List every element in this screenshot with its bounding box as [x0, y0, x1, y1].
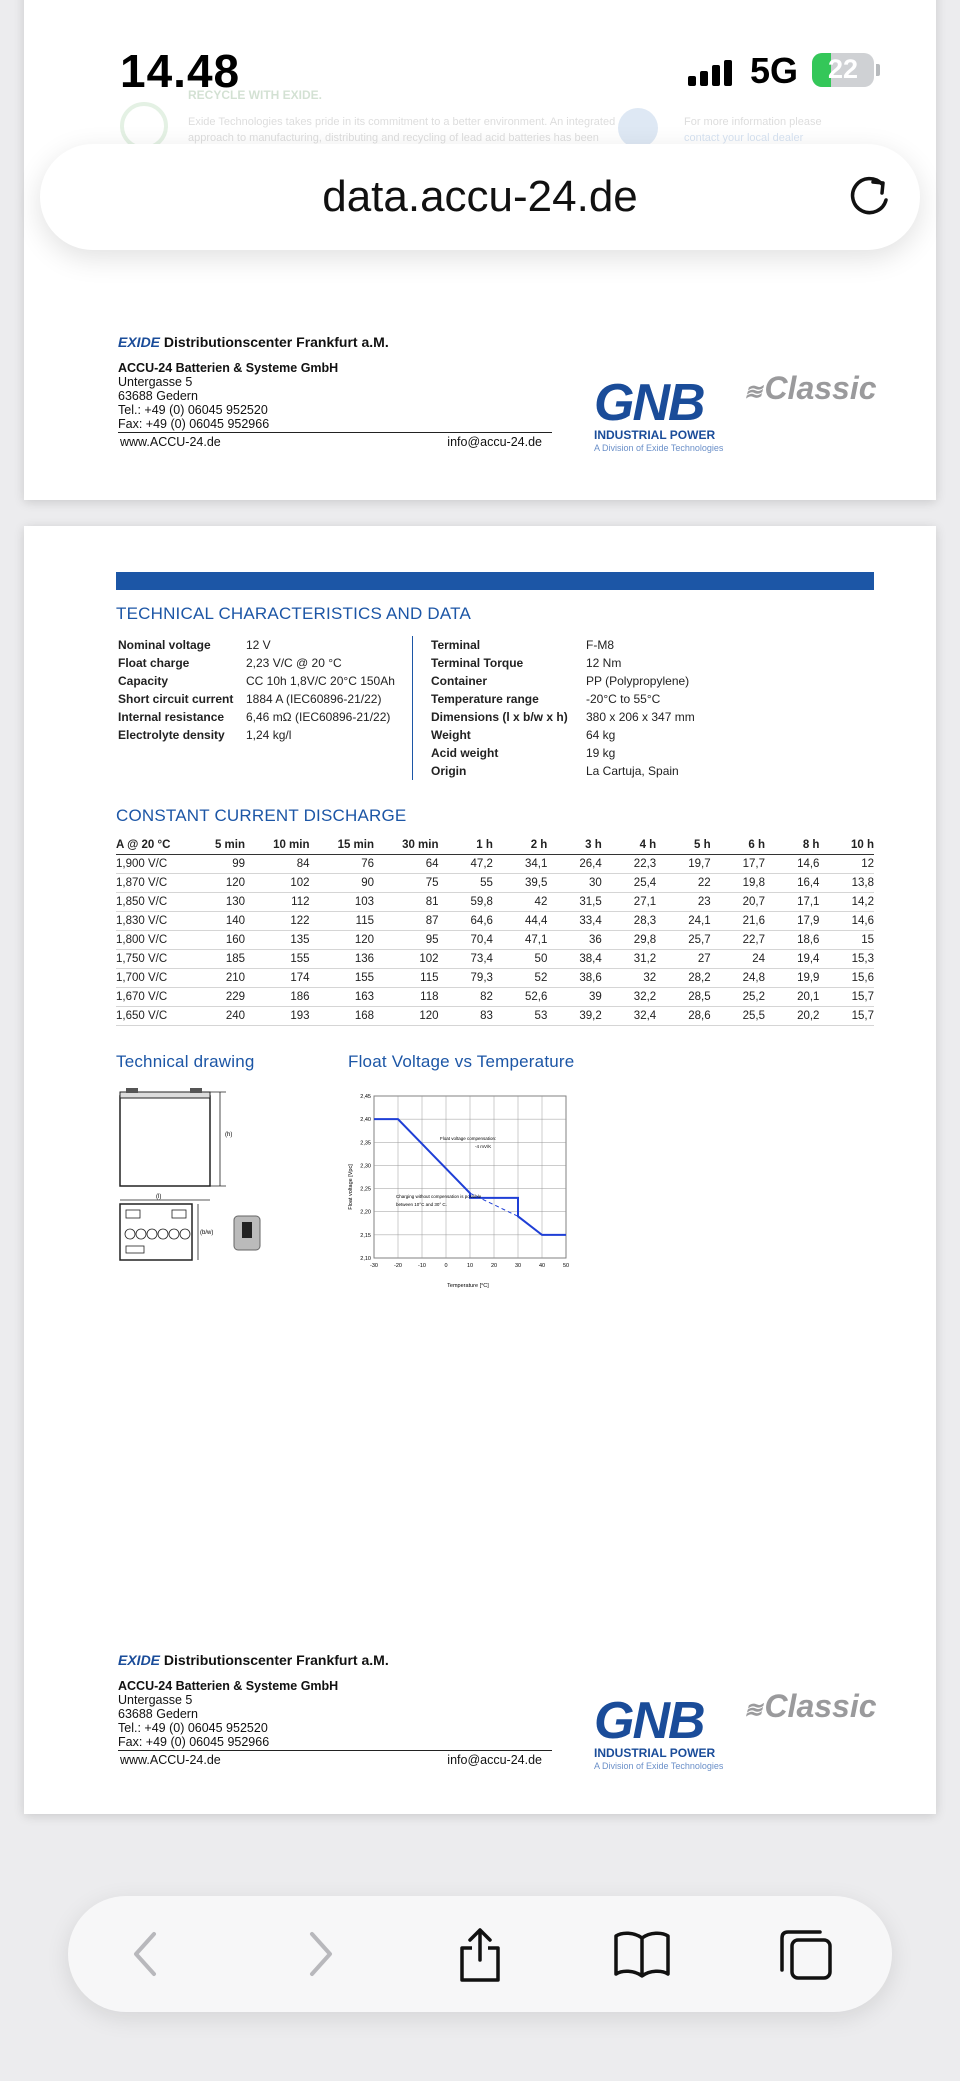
- header-bar: [116, 572, 874, 590]
- discharge-table: [116, 836, 874, 1026]
- svg-text:(h): (h): [225, 1132, 233, 1138]
- table-cell: 14,6: [765, 854, 819, 873]
- website-link[interactable]: www.ACCU-24.de: [120, 435, 221, 449]
- email-link[interactable]: info@accu-24.de: [447, 1753, 542, 1767]
- table-cell: 53: [493, 1006, 547, 1025]
- table-cell: 20,2: [765, 1006, 819, 1025]
- fvt-x-tick: 0: [444, 1263, 448, 1269]
- table-cell: 18,6: [765, 930, 819, 949]
- table-cell: 13,8: [819, 873, 874, 892]
- table-cell: 155: [245, 949, 310, 968]
- column-header: 3 h: [547, 836, 601, 854]
- table-cell: 185: [191, 949, 245, 968]
- table-cell: 64: [374, 854, 439, 873]
- tech-section-title: TECHNICAL CHARACTERISTICS AND DATA: [116, 604, 472, 623]
- table-cell: 16,4: [765, 873, 819, 892]
- gnb-logo: GNB INDUSTRIAL POWER A Division of Exide Technologies: [594, 374, 724, 453]
- table-cell: 25,5: [711, 1006, 765, 1025]
- address-bar[interactable]: [40, 144, 920, 250]
- fvt-title: Float Voltage vs Temperature: [348, 1052, 575, 1071]
- table-cell: 27,1: [602, 892, 656, 911]
- table-cell: 115: [374, 968, 439, 987]
- table-cell: 112: [245, 892, 310, 911]
- table-cell: 36: [547, 930, 601, 949]
- fvt-note-1: Float voltage compensation:: [440, 1136, 497, 1141]
- info-text-1: For more information please: [684, 116, 822, 128]
- table-cell: 64,6: [439, 911, 493, 930]
- fvt-y-tick: 2,20: [360, 1209, 371, 1216]
- table-cell: 229: [191, 987, 245, 1006]
- battery-drawing: [116, 1086, 266, 1306]
- table-cell: 34,1: [493, 854, 547, 873]
- table-cell: 47,2: [439, 854, 493, 873]
- table-cell: 42: [493, 892, 547, 911]
- table-cell: 22,7: [711, 930, 765, 949]
- table-cell: 120: [191, 873, 245, 892]
- browser-toolbar: [68, 1896, 892, 2012]
- table-row: [116, 968, 874, 987]
- fvt-x-tick: 30: [514, 1263, 522, 1269]
- column-header: 10 h: [819, 836, 874, 854]
- table-cell: 15,3: [819, 949, 874, 968]
- float-voltage-chart: [340, 1082, 580, 1292]
- table-cell: 25,4: [602, 873, 656, 892]
- table-cell: 99: [191, 854, 245, 873]
- table-cell: 19,9: [765, 968, 819, 987]
- tabs-icon[interactable]: [776, 1924, 836, 1984]
- table-cell: 25,7: [656, 930, 710, 949]
- fvt-y-tick: 2,10: [360, 1256, 371, 1262]
- table-cell: 14,6: [819, 911, 874, 930]
- classic-logo: ≋Classic: [744, 1688, 877, 1724]
- table-cell: 102: [245, 873, 310, 892]
- table-cell: 19,8: [711, 873, 765, 892]
- table-cell: 163: [310, 987, 375, 1006]
- share-icon[interactable]: [450, 1924, 510, 1984]
- email-link[interactable]: info@accu-24.de: [447, 435, 542, 449]
- table-cell: 130: [191, 892, 245, 911]
- table-row: [116, 892, 874, 911]
- column-header: 5 h: [656, 836, 710, 854]
- table-cell: 15,7: [819, 1006, 874, 1025]
- table-cell: 55: [439, 873, 493, 892]
- fvt-y-tick: 2,30: [360, 1163, 371, 1170]
- fvt-ylabel: Float voltage [Vpc]: [348, 1164, 354, 1210]
- table-cell: 79,3: [439, 968, 493, 987]
- discharge-section-title: CONSTANT CURRENT DISCHARGE: [116, 806, 407, 825]
- table-cell: 210: [191, 968, 245, 987]
- table-cell: 1,650 V/C: [116, 1006, 191, 1025]
- footer-dealer-info: [118, 334, 618, 451]
- fvt-x-tick: -30: [370, 1263, 378, 1269]
- classic-logo: ≋Classic: [744, 370, 877, 406]
- table-cell: 76: [310, 854, 375, 873]
- svg-text:(b/w): (b/w): [200, 1230, 214, 1236]
- table-cell: 15: [819, 930, 874, 949]
- table-cell: 95: [374, 930, 439, 949]
- table-cell: 1,700 V/C: [116, 968, 191, 987]
- table-cell: 39,2: [547, 1006, 601, 1025]
- table-cell: 59,8: [439, 892, 493, 911]
- fvt-x-tick: 20: [490, 1263, 498, 1269]
- table-cell: 17,7: [711, 854, 765, 873]
- table-cell: 17,1: [765, 892, 819, 911]
- column-header: 1 h: [439, 836, 493, 854]
- table-cell: 12: [819, 854, 874, 873]
- table-cell: 38,4: [547, 949, 601, 968]
- table-cell: 39,5: [493, 873, 547, 892]
- table-cell: 1,830 V/C: [116, 911, 191, 930]
- forward-icon[interactable]: [288, 1924, 348, 1984]
- table-cell: 75: [374, 873, 439, 892]
- table-cell: 22: [656, 873, 710, 892]
- table-cell: 135: [245, 930, 310, 949]
- table-cell: 15,6: [819, 968, 874, 987]
- svg-text:(l): (l): [156, 1194, 162, 1200]
- dealer-address: ACCU-24 Batterien & Systeme GmbH Untergasse 5 63688 Gedern Tel.: +49 (0) 06045 952520 Fax: +49 (0) 06045 952966: [118, 361, 339, 431]
- table-cell: 52: [493, 968, 547, 987]
- table-cell: 122: [245, 911, 310, 930]
- table-cell: 14,2: [819, 892, 874, 911]
- table-cell: 52,6: [493, 987, 547, 1006]
- table-cell: 103: [310, 892, 375, 911]
- table-cell: 118: [374, 987, 439, 1006]
- table-row: [116, 949, 874, 968]
- table-cell: 19,4: [765, 949, 819, 968]
- table-cell: 1,870 V/C: [116, 873, 191, 892]
- table-cell: 102: [374, 949, 439, 968]
- drawing-title: Technical drawing: [116, 1052, 255, 1071]
- table-row: [116, 873, 874, 892]
- back-icon[interactable]: [118, 1924, 178, 1984]
- recycle-text-1: Exide Technologies takes pride in its commitment to a better environment. An integrated: [188, 116, 616, 128]
- table-cell: 87: [374, 911, 439, 930]
- table-cell: 24: [711, 949, 765, 968]
- table-cell: 32: [602, 968, 656, 987]
- battery-icon: [812, 53, 874, 87]
- distribution-center: EXIDE Distributionscenter Frankfurt a.M.: [118, 1652, 389, 1668]
- fvt-note-2b: between 10°C and 30° C.: [396, 1202, 447, 1207]
- table-row: [116, 987, 874, 1006]
- fvt-y-tick: 2,15: [360, 1232, 371, 1239]
- table-cell: 136: [310, 949, 375, 968]
- pdf-page-2: TECHNICAL CHARACTERISTICS AND DATA Nominal voltage 12 V Float charge 2,23 V/C @ 20 °C Capacity CC 10h 1,8V/C 20°C 150Ah Short circuit current 1884 A (IEC60896-21/22) Internal resistance 6,46 mΩ (IEC60896-21/22) Electrolyte density 1,24 kg/l Terminal F-M8 Terminal Torque 12 Nm Container PP (Polypropylene) Temperature range -20°C to 55°C Dimensions (l x b/w x h) 380 x 206 x 347 mm Weight 64 kg Acid weight 19 kg Origin La Cartuja, Spain CONSTANT CURRENT DISCHARGE A @ 20 °C 5 min 10 min 15 min 30 min 1 h 2 h 3 h 4 h 5 h 6 h 8 h 10 h 1,900 V/C 99 84 76 64 47,2 34,1 26,4 22,3 19,7 17,7 14,6 12 1,870 V/C 120 102 90 75 55 39,5 30 25,4 22 19,8 16,4 13,8 1,850 V/C 130 112 103 81 59,8 42 31,5 27,1 23 20,7 17,1 14,2 1,830 V/C 140 122 115 87 64,6 44,4 33,4 28,3 24,1 21,6 17,9 14,6 1,800 V/C 160 135 120 95 70,4 47,1 36 29,8 25,7 22,7 18,6 15 1,750 V/C 185 155 136 102 73,4 50 38,4 31,2 27 24 19,4 15,3 1,700 V/C 210 174 155 115 79,3 52 38,6 32 28,2 24,8 19,9 15,6 1,670 V/C 229 186 163 118 82 52,6 39 32,2 28,5 25,2 20,1 15,7 1,650 V/C 240 193 168 120 83 53 39,2 32,4 28,6 25,5 20,2 15,7 Technical drawing Float Voltage vs Temperature (h) (l) (b/w) 2,45 2,40 2,35 2,30 2,25 2,20 2,15 2,10 -30 -20 -10 0 10 20 30 40 50 Float voltage compensation: -4 mV/K Charging without compensation is possible between 10°C and 30° C. Float voltage [Vpc] Temperature [°C] EXIDE Distributionscenter Frankfurt a.M. ACCU-24 Batterien & Systeme GmbH Untergasse 5 63688 Gedern Tel.: +49 (0) 06045 952520 Fax: +49 (0) 06045 952966 www.ACCU-24.de info@accu-24.de GNB INDUSTRIAL POWER A Division of Exide Technologies ≋Classic: [24, 526, 936, 1814]
- fvt-xlabel: Temperature [°C]: [447, 1283, 489, 1289]
- table-cell: 84: [245, 854, 310, 873]
- table-cell: 24,1: [656, 911, 710, 930]
- column-header: 30 min: [374, 836, 439, 854]
- table-row: [116, 930, 874, 949]
- table-cell: 19,7: [656, 854, 710, 873]
- column-header: 2 h: [493, 836, 547, 854]
- table-cell: 1,750 V/C: [116, 949, 191, 968]
- table-cell: 28,3: [602, 911, 656, 930]
- distribution-center: EXIDE Distributionscenter Frankfurt a.M.: [118, 334, 389, 350]
- table-cell: 168: [310, 1006, 375, 1025]
- discharge-table-header: [116, 836, 874, 854]
- table-cell: 120: [374, 1006, 439, 1025]
- dealer-address: ACCU-24 Batterien & Systeme GmbH Untergasse 5 63688 Gedern Tel.: +49 (0) 06045 952520 Fax: +49 (0) 06045 952966: [118, 1679, 339, 1749]
- fvt-note-1b: -4 mV/K: [475, 1144, 492, 1149]
- table-cell: 160: [191, 930, 245, 949]
- table-cell: 28,2: [656, 968, 710, 987]
- fvt-y-tick: 2,40: [360, 1117, 371, 1124]
- fvt-y-tick: 2,35: [360, 1140, 371, 1147]
- table-row: [116, 854, 874, 873]
- table-cell: 15,7: [819, 987, 874, 1006]
- fvt-y-tick: 2,45: [360, 1094, 371, 1100]
- table-cell: 44,4: [493, 911, 547, 930]
- column-header: 5 min: [191, 836, 245, 854]
- cellular-signal-icon: [688, 56, 738, 86]
- table-cell: 20,7: [711, 892, 765, 911]
- fvt-x-tick: 40: [538, 1263, 546, 1269]
- table-cell: 1,670 V/C: [116, 987, 191, 1006]
- fvt-x-tick: 50: [562, 1263, 570, 1269]
- column-divider: [412, 636, 413, 780]
- status-bar: [0, 0, 960, 120]
- table-cell: 28,5: [656, 987, 710, 1006]
- table-cell: 140: [191, 911, 245, 930]
- table-cell: 82: [439, 987, 493, 1006]
- table-cell: 25,2: [711, 987, 765, 1006]
- table-cell: 23: [656, 892, 710, 911]
- column-header: 8 h: [765, 836, 819, 854]
- table-cell: 73,4: [439, 949, 493, 968]
- table-cell: 186: [245, 987, 310, 1006]
- table-cell: 30: [547, 873, 601, 892]
- info-text-2[interactable]: contact your local dealer: [684, 132, 804, 144]
- column-header: A @ 20 °C: [116, 836, 191, 854]
- recycle-title: RECYCLE WITH EXIDE.: [188, 88, 323, 102]
- table-cell: 155: [310, 968, 375, 987]
- bookmarks-icon[interactable]: [612, 1924, 672, 1984]
- table-cell: 38,6: [547, 968, 601, 987]
- table-cell: 31,2: [602, 949, 656, 968]
- table-cell: 70,4: [439, 930, 493, 949]
- table-cell: 24,8: [711, 968, 765, 987]
- table-cell: 193: [245, 1006, 310, 1025]
- network-type: 5G: [750, 50, 799, 91]
- url-text[interactable]: data.accu-24.de: [322, 172, 638, 221]
- table-cell: 20,1: [765, 987, 819, 1006]
- battery-level: 22: [827, 54, 859, 84]
- table-cell: 81: [374, 892, 439, 911]
- table-cell: 1,900 V/C: [116, 854, 191, 873]
- table-cell: 50: [493, 949, 547, 968]
- status-time: 14.48: [120, 45, 241, 97]
- column-header: 4 h: [602, 836, 656, 854]
- table-cell: 31,5: [547, 892, 601, 911]
- table-cell: 29,8: [602, 930, 656, 949]
- table-cell: 47,1: [493, 930, 547, 949]
- fvt-x-tick: -20: [394, 1263, 402, 1269]
- reload-icon[interactable]: [842, 170, 896, 224]
- fvt-note-2: Charging without compensation is possible: [396, 1194, 482, 1199]
- column-header: 15 min: [310, 836, 375, 854]
- table-cell: 33,4: [547, 911, 601, 930]
- footer-dealer-info: [118, 1652, 618, 1769]
- recycle-text-2: approach to manufacturing, distributing and recycling of lead acid batteries has been: [188, 132, 599, 144]
- column-header: 6 h: [711, 836, 765, 854]
- fvt-x-tick: 10: [466, 1263, 474, 1269]
- table-cell: 27: [656, 949, 710, 968]
- table-cell: 120: [310, 930, 375, 949]
- table-cell: 22,3: [602, 854, 656, 873]
- fvt-y-tick: 2,25: [360, 1186, 371, 1193]
- column-header: 10 min: [245, 836, 310, 854]
- website-link[interactable]: www.ACCU-24.de: [120, 1753, 221, 1767]
- gnb-logo: GNB INDUSTRIAL POWER A Division of Exide Technologies: [594, 1692, 724, 1771]
- table-cell: 32,2: [602, 987, 656, 1006]
- table-cell: 26,4: [547, 854, 601, 873]
- table-cell: 240: [191, 1006, 245, 1025]
- table-cell: 83: [439, 1006, 493, 1025]
- table-cell: 32,4: [602, 1006, 656, 1025]
- table-cell: 17,9: [765, 911, 819, 930]
- table-cell: 1,850 V/C: [116, 892, 191, 911]
- table-cell: 115: [310, 911, 375, 930]
- fvt-x-tick: -10: [418, 1263, 426, 1269]
- table-row: [116, 1006, 874, 1025]
- table-cell: 21,6: [711, 911, 765, 930]
- table-cell: 174: [245, 968, 310, 987]
- table-cell: 39: [547, 987, 601, 1006]
- table-cell: 90: [310, 873, 375, 892]
- table-cell: 28,6: [656, 1006, 710, 1025]
- table-cell: 1,800 V/C: [116, 930, 191, 949]
- table-row: [116, 911, 874, 930]
